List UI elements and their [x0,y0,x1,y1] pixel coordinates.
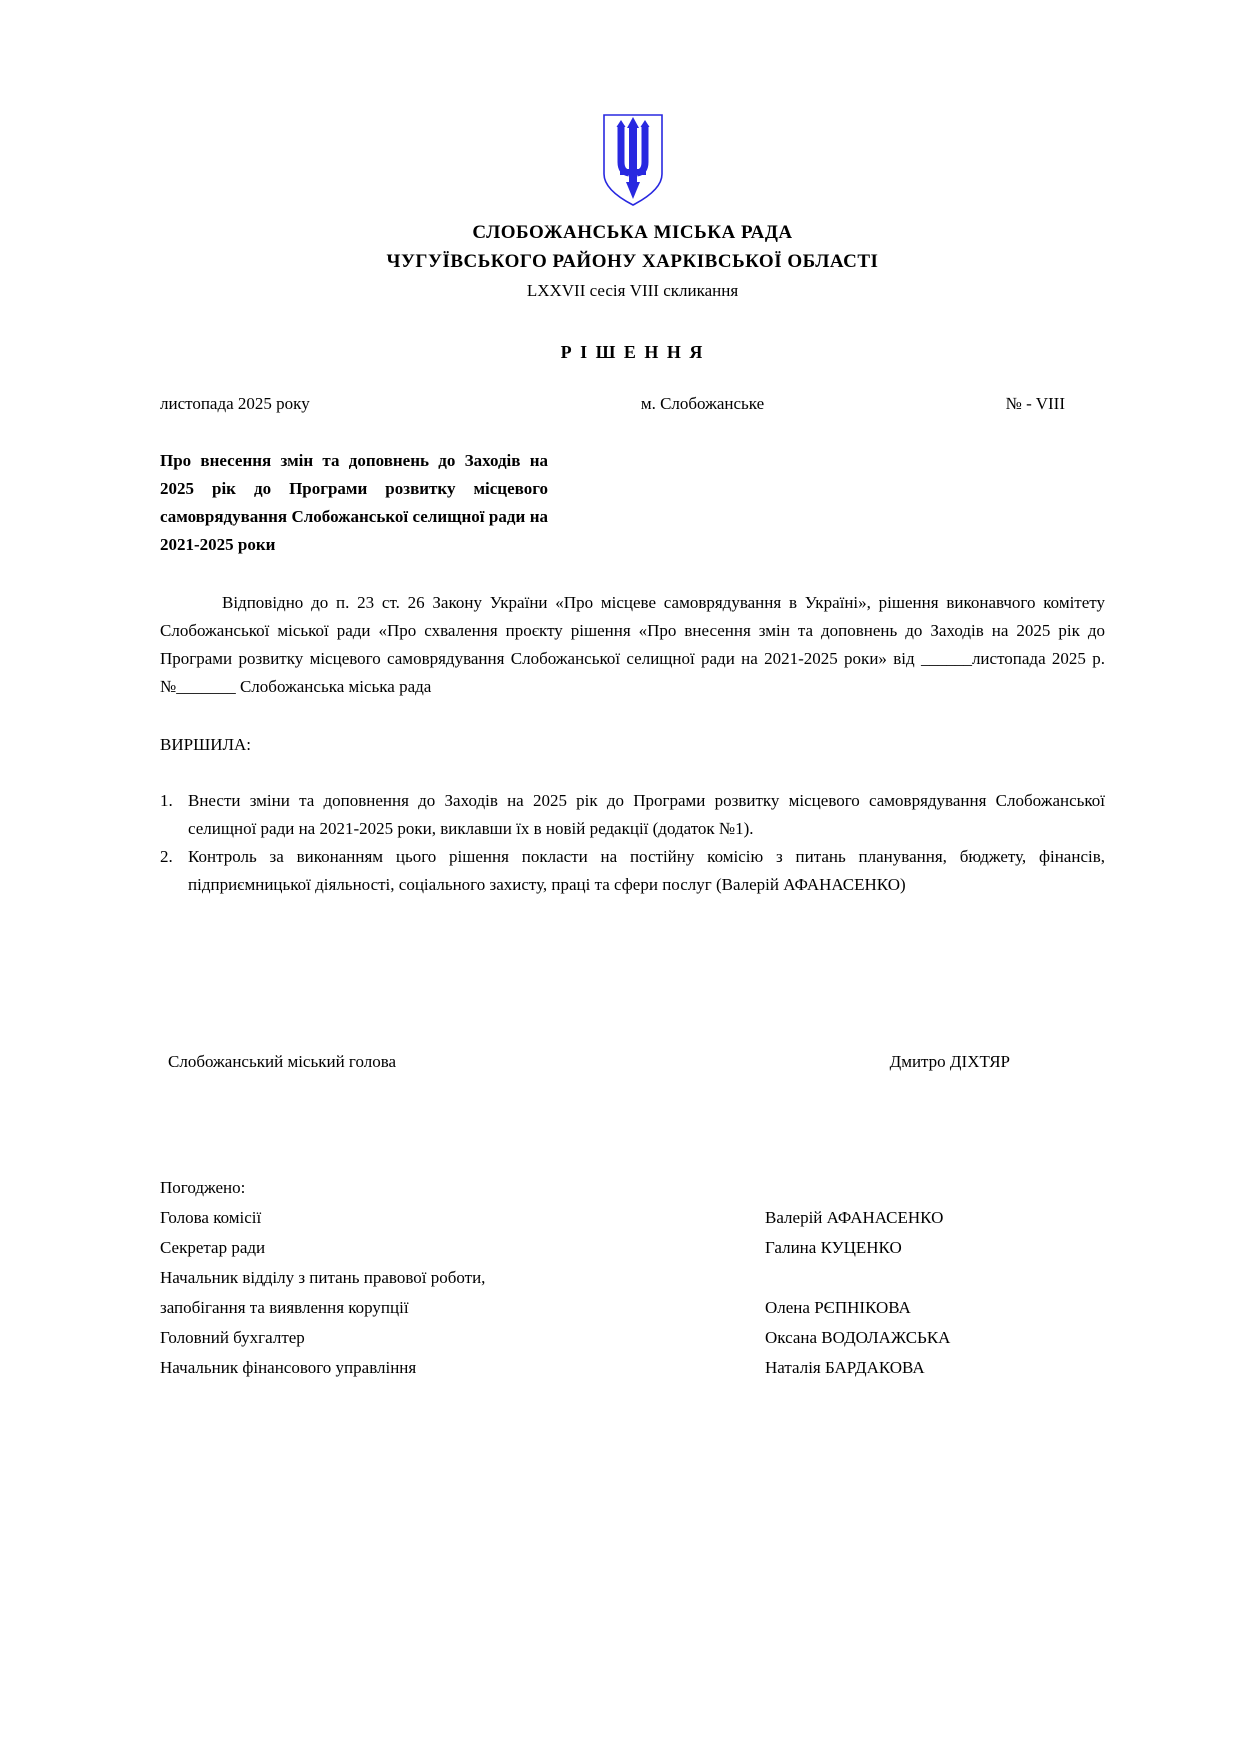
item-number: 1. [160,791,173,810]
signature-row [160,1049,1105,1075]
approval-title: Головний бухгалтер [160,1328,305,1347]
session-line: LXXVII сесія VIII скликання [526,281,739,300]
approval-title: Секретар ради [160,1238,266,1257]
approval-row [160,1323,1105,1353]
ukraine-trident-emblem [601,112,665,208]
approval-row [160,1293,1105,1323]
approval-name [765,1263,1105,1293]
approval-title: Начальник відділу з питань правової роботи, [160,1268,486,1287]
approval-row [160,1203,1105,1233]
approval-row [160,1263,1105,1293]
doc-type-title: Р І Ш Е Н Н Я [560,342,705,362]
approval-row [160,1353,1105,1383]
list-item-1 [160,787,1105,843]
approval-row [160,1233,1105,1263]
approval-label: Погоджено: [160,1178,246,1197]
number-field: № - VIII [1005,394,1065,413]
approval-title: запобігання та виявлення корупції [160,1298,409,1317]
resolution-list [160,787,1105,899]
approval-title: Голова комісії [160,1208,262,1227]
resolved-label: ВИРШИЛА: [160,735,252,754]
approval-name: Оксана ВОДОЛАЖСЬКА [765,1328,951,1347]
org-name-line2: ЧУГУЇВСЬКОГО РАЙОНУ ХАРКІВСЬКОЇ ОБЛАСТІ [386,251,879,272]
org-name-line1: СЛОБОЖАНСЬКА МІСЬКА РАДА [472,222,793,243]
preamble-paragraph: Відповідно до п. 23 ст. 26 Закону України «Про місцеве самоврядування в Україні», рішення виконавчого комітету Слобожанської міської ради «Про схвалення проєкту рішення «Про внесення змін та доповнень до Заходів на 2025 рік до Програми розвитку місцевого самоврядування Слобожанської селищної ради на 2021-2025 роки» від ______листопада 2025 р. №_______ Слобожанська міська рада [160,593,1105,696]
list-item-2 [160,843,1105,899]
approval-name: Наталія БАРДАКОВА [765,1358,925,1377]
item-text: Внести зміни та доповнення до Заходів на 2025 рік до Програми розвитку місцевого самоврядування Слобожанської селищної ради на 2021-2025 роки, виклавши їх в новій редакції (додаток №1). [188,791,1105,838]
meta-row [160,391,1105,417]
approval-name: Валерій АФАНАСЕНКО [765,1208,944,1227]
approval-title: Начальник фінансового управління [160,1358,417,1377]
item-text: Контроль за виконанням цього рішення покласти на постійну комісію з питань планування, бюджету, фінансів, підприємницької діяльності, соціального захисту, праці та сфери послуг (Валерій АФАНАСЕНКО) [188,847,1105,894]
emblem-container [160,112,1105,208]
subject-paragraph: Про внесення змін та доповнень до Заходів на 2025 рік до Програми розвитку місцевого самоврядування Слобожанської селищної ради на 2021-2025 роки [160,451,548,554]
place-field: м. Слобожанське [640,394,765,413]
signature-title: Слобожанський міський голова [168,1052,397,1071]
item-number: 2. [160,847,173,866]
approval-name: Олена РЄПНІКОВА [765,1298,911,1317]
approval-block [160,1173,1105,1383]
date-field: листопада 2025 року [160,394,310,413]
signature-name: Дмитро ДІХТЯР [889,1052,1010,1071]
approval-name: Галина КУЦЕНКО [765,1238,902,1257]
